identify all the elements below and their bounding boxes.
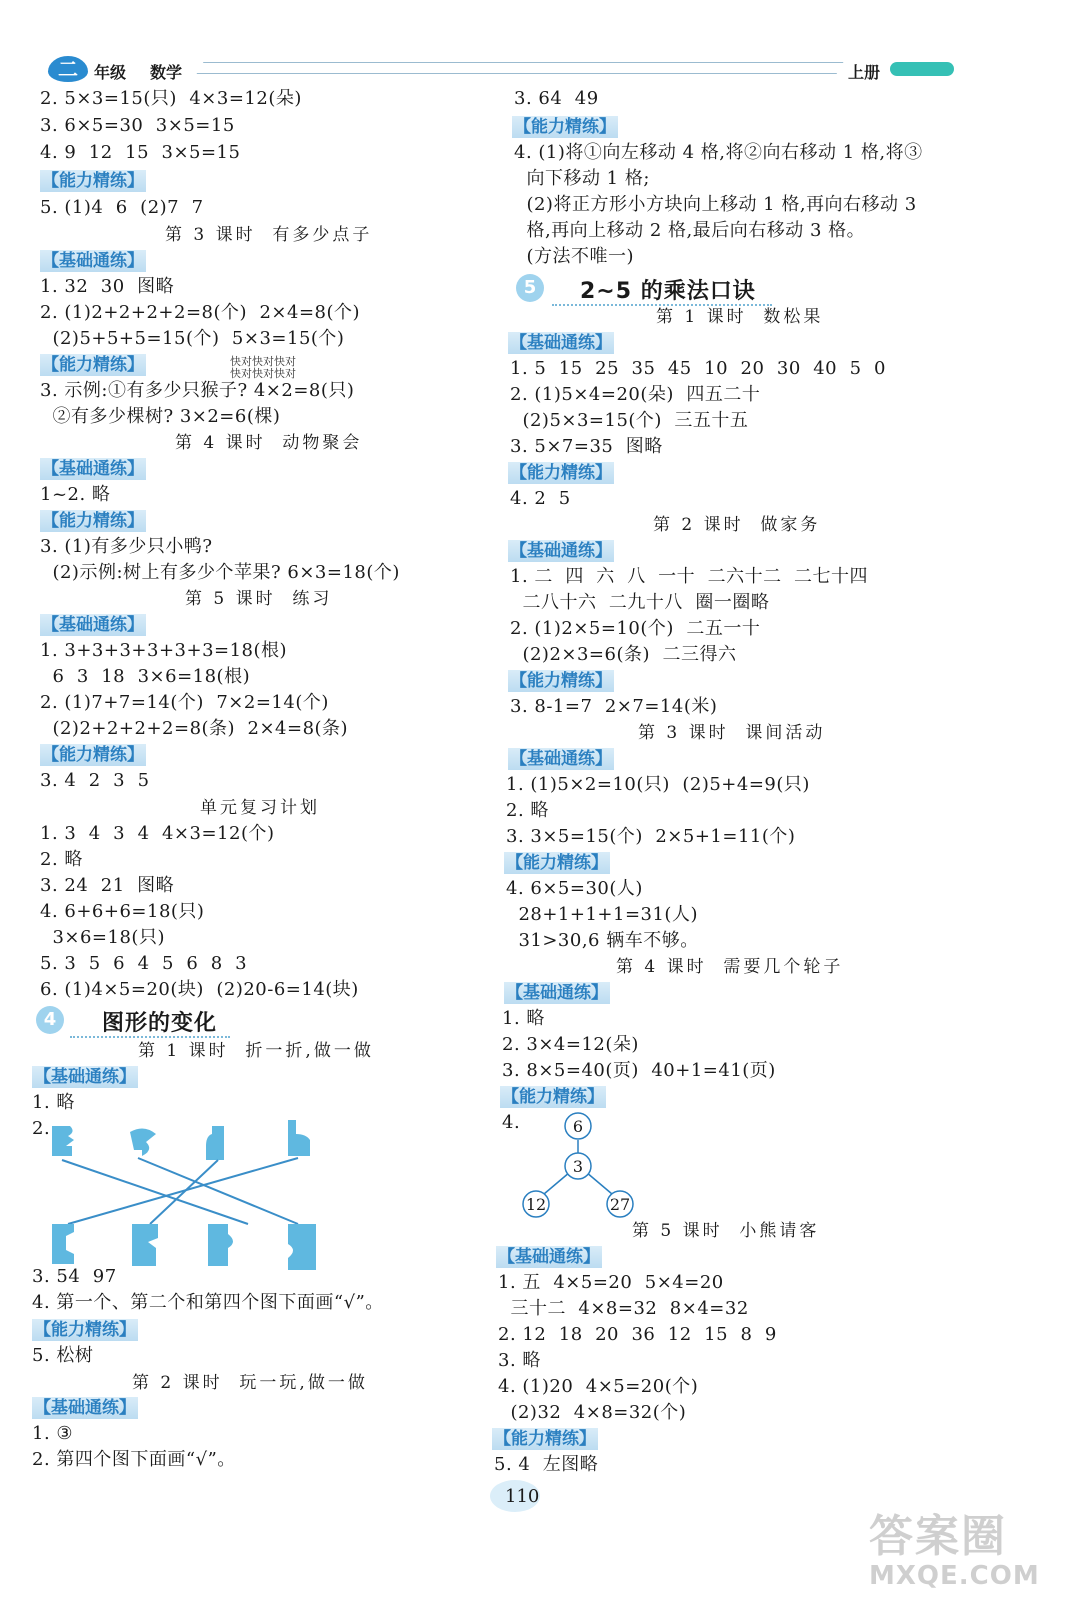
answer-line: (2)5×3=15(个) 三五十五 [510, 410, 749, 431]
section-tag: 【基础通练】 [506, 983, 608, 1003]
unit-title: 2~5 的乘法口诀 [580, 279, 756, 304]
match-line-4 [68, 1158, 298, 1224]
tree-label-right: 27 [609, 1195, 631, 1214]
answer-line: (2)将正方形小方块向上移动 1 格,再向右移动 3 [514, 194, 917, 215]
answer-line: 格,再向上移动 2 格,最后向右移动 3 格。 [514, 220, 866, 241]
answer-line: 1. 5 15 25 35 45 10 20 30 40 5 0 [510, 358, 886, 379]
answer-line: 4. [502, 1112, 521, 1133]
watermark-top: 答案圈 [869, 1511, 1007, 1562]
answer-line: 三十二 4×8=32 8×4=32 [498, 1298, 749, 1319]
section-tag: 【能力精练】 [510, 671, 612, 691]
answer-line: 2. (1)2+2+2+2=8(个) 2×4=8(个) [40, 302, 361, 323]
answer-line: 4. (1)将①向左移动 4 格,将②向右移动 1 格,将③ [514, 142, 923, 163]
answer-line: 4. 9 12 15 3×5=15 [40, 142, 241, 163]
page-header [40, 54, 960, 86]
answer-line: 2. (1)5×4=20(朵) 四五二十 [510, 384, 761, 405]
answer-line: 5. 松树 [32, 1345, 94, 1366]
answer-line: 二八十六 二九十八 圈一圈略 [510, 592, 770, 613]
lesson-title: 第 3 课时 课间活动 [638, 723, 826, 743]
answer-line: 2. 第四个图下面画“√”。 [32, 1449, 236, 1470]
top-shape-2 [130, 1128, 156, 1156]
tree-label-left: 12 [525, 1195, 547, 1214]
unit-number-badge: 4 [36, 1006, 64, 1034]
lesson-title: 第 2 课时 玩一玩,做一做 [132, 1373, 368, 1393]
decorative-dots-icon [890, 62, 954, 76]
answer-line: 3. 64 49 [514, 88, 599, 109]
answer-line: 1. 3+3+3+3+3+3=18(根) [40, 640, 288, 661]
section-tag: 【能力精练】 [42, 355, 144, 375]
bottom-shape-4 [288, 1224, 316, 1270]
answer-line: 3. 5×7=35 图略 [510, 436, 663, 457]
answer-line: 2. 略 [40, 849, 83, 870]
answer-line: 1. 二 四 六 八 一十 二六十二 二七十四 [510, 566, 869, 587]
answer-line: 1. 32 30 图略 [40, 276, 175, 297]
section-tag: 【基础通练】 [510, 749, 612, 769]
answer-line: (2)32 4×8=32(个) [498, 1402, 687, 1423]
answer-line: 4. (1)20 4×5=20(个) [498, 1376, 699, 1397]
section-tag: 【能力精练】 [506, 853, 608, 873]
answer-line: 4. 2 5 [510, 488, 571, 509]
subject-label: 数学 [150, 63, 183, 82]
section-tag: 【基础通练】 [34, 1398, 136, 1418]
answer-line: 5. 4 左图略 [494, 1454, 599, 1475]
tree-edge-left [544, 1172, 570, 1194]
answer-line: (2)示例:树上有多少个苹果? 6×3=18(个) [40, 562, 400, 583]
section-tag: 【能力精练】 [42, 745, 144, 765]
answer-line: 3. 6×5=30 3×5=15 [40, 115, 235, 136]
header-divider [197, 62, 844, 74]
answer-line: 5. (1)4 6 (2)7 7 [40, 197, 204, 218]
answer-line: 3×6=18(只) [40, 927, 165, 948]
answer-line: 1. 略 [32, 1092, 75, 1113]
section-tag: 【能力精练】 [42, 511, 144, 531]
answer-line: ②有多少棵树? 3×2=6(棵) [40, 406, 281, 427]
watermark-bottom: MXQE.COM [869, 1561, 1040, 1591]
grade-label: 年级 [94, 63, 127, 82]
match-line-3 [150, 1160, 218, 1224]
answer-line: 3. 8-1=7 2×7=14(米) [510, 696, 718, 717]
number-tree-figure [518, 1112, 638, 1222]
answer-line: 6. (1)4×5=20(块) (2)20-6=14(块) [40, 979, 359, 1000]
answer-line: 1. 略 [502, 1008, 545, 1029]
answer-line: 4. 第一个、第二个和第四个图下面画“√”。 [32, 1292, 384, 1313]
answer-line: 2. 12 18 20 36 12 15 8 9 [498, 1324, 777, 1345]
answer-line: 1. 3 4 3 4 4×3=12(个) [40, 823, 275, 844]
top-shapes [52, 1120, 310, 1160]
section-tag: 【能力精练】 [510, 463, 612, 483]
stamp-note: 快对快对快对 快对快对快对 [230, 355, 296, 380]
answer-line: (方法不唯一) [514, 246, 634, 267]
section-tag: 【基础通练】 [510, 541, 612, 561]
volume-label: 上册 [848, 63, 881, 82]
answer-line: 3. 8×5=40(页) 40+1=41(页) [502, 1060, 776, 1081]
answer-line: (2)5+5+5=15(个) 5×3=15(个) [40, 328, 345, 349]
lesson-title: 第 5 课时 小熊请客 [632, 1221, 820, 1241]
lesson-title: 第 5 课时 练习 [185, 589, 333, 609]
top-shape-4 [288, 1120, 310, 1156]
top-shape-3 [206, 1126, 224, 1160]
answer-line: 2. 略 [506, 800, 549, 821]
lesson-title: 第 1 课时 折一折,做一做 [138, 1041, 374, 1061]
answer-line: 1. (1)5×2=10(只) (2)5+4=9(只) [506, 774, 810, 795]
answer-line: 1. 五 4×5=20 5×4=20 [498, 1272, 724, 1293]
top-shape-1 [52, 1126, 74, 1156]
grade-badge: 二 [48, 56, 88, 82]
answer-line: 3. 24 21 图略 [40, 875, 175, 896]
section-tag: 【能力精练】 [494, 1429, 596, 1449]
bottom-shape-3 [208, 1224, 233, 1266]
answer-line: 3. 3×5=15(个) 2×5+1=11(个) [506, 826, 796, 847]
watermark-logo [869, 1512, 1059, 1592]
lesson-title: 第 3 课时 有多少点子 [165, 225, 373, 245]
answer-line: 28+1+1+1=31(人) [506, 904, 698, 925]
answer-line: 2. [32, 1118, 51, 1139]
answer-line: (2)2+2+2+2=8(条) 2×4=8(条) [40, 718, 349, 739]
answer-line: 4. 6×5=30(人) [506, 878, 643, 899]
section-tag: 【能力精练】 [42, 171, 144, 191]
lesson-title: 第 2 课时 做家务 [653, 515, 821, 535]
bottom-shape-2 [132, 1224, 158, 1266]
answer-line: 2. 3×4=12(朵) [502, 1034, 639, 1055]
section-tag: 【基础通练】 [498, 1247, 600, 1267]
lesson-title: 第 1 课时 数松果 [656, 307, 824, 327]
bottom-shape-1 [52, 1224, 74, 1264]
answer-line: (2)2×3=6(条) 二三得六 [510, 644, 737, 665]
section-tag: 【基础通练】 [34, 1067, 136, 1087]
lesson-title: 单元复习计划 [200, 798, 320, 818]
matching-lines [62, 1158, 298, 1224]
answer-line: 6 3 18 3×6=18(根) [40, 666, 251, 687]
answer-line: 2. 5×3=15(只) 4×3=12(朵) [40, 88, 302, 109]
lesson-title: 第 4 课时 需要几个轮子 [616, 957, 844, 977]
tree-edge-right [586, 1172, 612, 1194]
section-tag: 【基础通练】 [42, 615, 144, 635]
section-tag: 【基础通练】 [42, 459, 144, 479]
lesson-title: 第 4 课时 动物聚会 [175, 433, 363, 453]
answer-line: 2. (1)7+7=14(个) 7×2=14(个) [40, 692, 329, 713]
answer-line: 3. 略 [498, 1350, 541, 1371]
section-tag: 【能力精练】 [502, 1087, 604, 1107]
answer-line: 3. (1)有多少只小鸭? [40, 536, 213, 557]
section-tag: 【基础通练】 [510, 333, 612, 353]
unit-title: 图形的变化 [102, 1011, 218, 1036]
section-tag: 【能力精练】 [34, 1320, 136, 1340]
answer-line: 1~2. 略 [40, 484, 111, 505]
page-number: 110 [505, 1486, 540, 1507]
answer-line: 5. 3 5 6 4 5 6 8 3 [40, 953, 248, 974]
bottom-shapes [52, 1224, 316, 1270]
answer-line: 2. (1)2×5=10(个) 二五一十 [510, 618, 761, 639]
tree-label-top: 6 [572, 1117, 584, 1136]
section-tag: 【能力精练】 [514, 117, 616, 137]
answer-line: 3. 54 97 [32, 1266, 117, 1287]
shape-matching-figure [48, 1120, 328, 1270]
unit-underline [70, 1036, 230, 1038]
answer-line: 1. ③ [32, 1423, 74, 1444]
tree-label-middle: 3 [572, 1157, 584, 1176]
answer-line: 3. 示例:①有多少只猴子? 4×2=8(只) [40, 380, 355, 401]
answer-line: 向下移动 1 格; [514, 168, 650, 189]
answer-line: 4. 6+6+6=18(只) [40, 901, 205, 922]
section-tag: 【基础通练】 [42, 251, 144, 271]
answer-line: 3. 4 2 3 5 [40, 770, 150, 791]
answer-line: 31>30,6 辆车不够。 [506, 930, 699, 951]
unit-number-badge: 5 [516, 274, 544, 302]
